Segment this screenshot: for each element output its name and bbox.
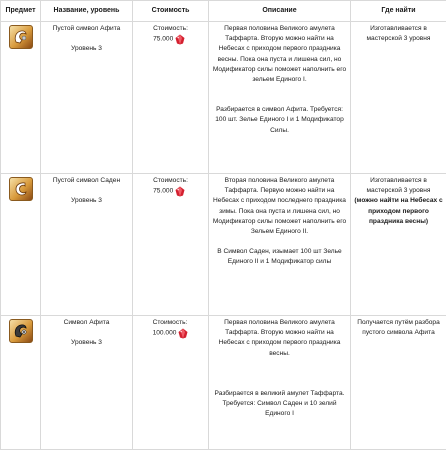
price-label: Стоимость: xyxy=(153,25,188,32)
red-gem-icon xyxy=(175,186,185,197)
red-gem-icon xyxy=(175,34,185,45)
price-value: 100.000 xyxy=(152,329,177,337)
where-to-find-text: Изготавливается в мастерской 3 уровня xyxy=(366,25,431,43)
disassembly-text: Разбирается в символ Афита. Требуется: 100 шт. Зелье Единого I и 1 Модификатор Силы. xyxy=(215,106,344,134)
item-cell xyxy=(1,316,41,450)
where-cell xyxy=(351,316,446,450)
price-label: Стоимость: xyxy=(152,319,188,326)
description-text: Первая половина Великого амулета Таффарта. Вторую можно найти на Небесах с приходом первого праздника весны. xyxy=(218,319,341,357)
disassembly-text: Разбирается в великий амулет Таффарта. Требуется: Символ Саден и 10 зелий Единого I xyxy=(214,389,345,418)
column-header-price: Стоимость xyxy=(133,1,209,22)
afit-symbol-icon xyxy=(9,319,33,343)
table-row xyxy=(1,174,446,316)
item-cell xyxy=(1,22,41,174)
name-cell xyxy=(41,174,133,316)
where-cell xyxy=(351,22,446,174)
table-row xyxy=(1,22,446,174)
where-cell xyxy=(351,174,446,316)
item-level: Уровень 3 xyxy=(71,339,102,347)
price-label: Стоимость: xyxy=(153,177,188,184)
description-text: Первая половина Великого амулета Таффарта. Вторую можно найти на Небесах с приходом первого праздника весны. Пока она пуста и лишена сил, но Модификатор силы поможет наполнить его зельем Единого I. xyxy=(212,25,347,84)
where-to-find-note: (можно найти на Небесах с приходом первого праздника весны) xyxy=(354,197,443,225)
table-row xyxy=(1,316,446,450)
item-name: Пустой символ Афита xyxy=(52,25,121,32)
afit-symbol-empty-icon xyxy=(9,25,33,49)
item-cell xyxy=(1,174,41,316)
column-header-name-level: Название, уровень xyxy=(41,1,133,22)
description-cell xyxy=(209,174,351,316)
red-gem-icon xyxy=(178,328,188,339)
description-text: Вторая половина Великого амулета Таффарта. Первую можно найти на Небесах с приходом последнего праздника зимы. Пока она пуста и лишена сил, но Модификатор силы поможет наполнить его Зельем Единого II. xyxy=(212,177,347,236)
item-name: Пустой символ Саден xyxy=(52,177,121,184)
saden-symbol-empty-icon xyxy=(9,177,33,201)
price-cell xyxy=(133,316,209,450)
where-to-find-text: Изготавливается в мастерской 3 уровня xyxy=(366,177,431,195)
description-cell xyxy=(209,316,351,450)
column-header-item: Предмет xyxy=(1,1,41,22)
item-name: Символ Афита xyxy=(63,319,110,326)
where-to-find-text: Получается путём разбора пустого символа Афита xyxy=(357,319,440,337)
price-value: 75.000 xyxy=(153,35,174,43)
column-header-where-to-find: Где найти xyxy=(351,1,446,22)
description-cell xyxy=(209,22,351,174)
price-cell xyxy=(133,174,209,316)
item-level: Уровень 3 xyxy=(71,45,102,53)
column-header-description: Описание xyxy=(209,1,351,22)
disassembly-text: В Символ Саден, изымает 100 шт Зелье Единого II и 1 Модификатор силы xyxy=(217,248,342,266)
name-cell xyxy=(41,22,133,174)
price-cell xyxy=(133,22,209,174)
name-cell xyxy=(41,316,133,450)
price-value: 75.000 xyxy=(153,187,174,195)
table-header-row xyxy=(1,1,446,22)
item-level: Уровень 3 xyxy=(71,197,102,205)
